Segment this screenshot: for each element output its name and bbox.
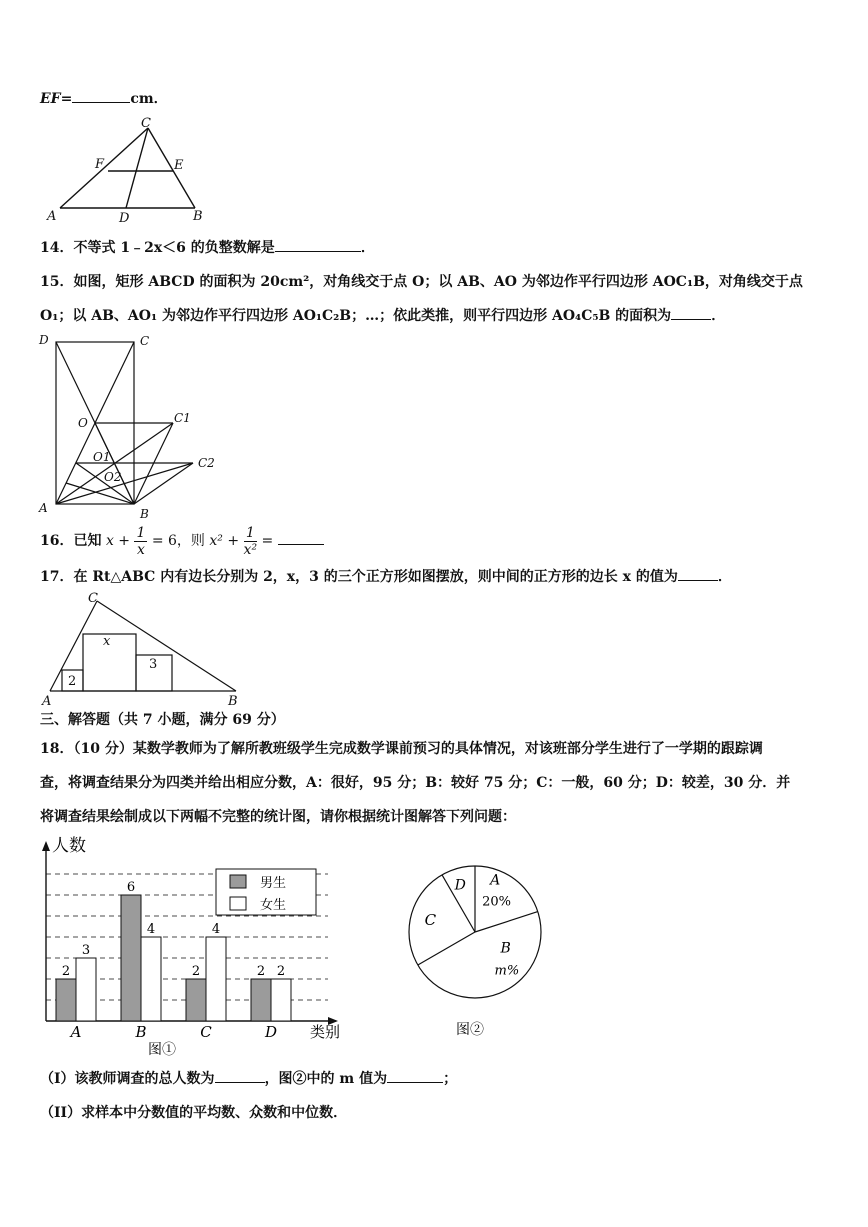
q14-line (40, 237, 375, 259)
fraction-1-over-x (134, 525, 147, 558)
q16-eq2: = (261, 533, 274, 549)
label-O2: O2 (104, 470, 122, 484)
bar-B-girls (141, 937, 161, 1021)
q13-lead: EF= (40, 91, 73, 107)
pie-label-C: C (424, 911, 437, 930)
bar-value-label: 3 (81, 943, 91, 958)
triangle-figure-q13 (40, 116, 210, 226)
q15-end: ． (711, 308, 726, 324)
section-3-heading: 三、解答题（共 7 小题，满分 69 分） (40, 712, 285, 728)
label-C15: C (140, 334, 150, 348)
bar-value-label: 4 (146, 922, 156, 937)
pie-caption: 图② (456, 1022, 484, 1038)
bar-B-boys (121, 895, 141, 1021)
label-D: D (119, 211, 130, 226)
legend-swatch (230, 897, 246, 910)
q18-part2: （II）求样本中分数值的平均数、众数和中位数． (40, 1105, 348, 1121)
label-B: B (193, 209, 203, 224)
bar-A-boys (56, 979, 76, 1021)
bar-value-label: 6 (126, 880, 136, 895)
bar-value-label: 2 (256, 964, 266, 979)
q18-part1 (40, 1068, 457, 1090)
q18-part1-a: （I）该教师调查的总人数为 (40, 1071, 215, 1087)
label-O1: O1 (93, 450, 111, 464)
label-E: E (174, 158, 184, 173)
label-2: 2 (68, 674, 77, 689)
q18-line3: 将调查结果绘制成以下两幅不完整的统计图，请你根据统计图解答下列问题： (40, 809, 516, 825)
fraction-1-over-x2 (244, 525, 258, 558)
label-C: C (141, 116, 151, 131)
label-A17: A (42, 694, 52, 709)
q15-line1: 15．如图，矩形 ABCD 的面积为 20cm²，对角线交于点 O；以 AB、AO 为邻边作平行四边形 AOC₁B，对角线交于点 (40, 274, 803, 290)
legend-label: 男生 (260, 876, 287, 891)
frac2-num: 1 (244, 525, 258, 542)
label-3: 3 (149, 657, 158, 672)
bar-value-label: 2 (191, 964, 201, 979)
q15-line2-text: O₁；以 AB、AO₁ 为邻边作平行四边形 AO₁C₂B；…；依此类推，则平行四边形 AO₄C₅B 的面积为 (40, 308, 672, 324)
pie-value-B: m% (494, 963, 520, 979)
x-axis-label: 类别 (310, 1023, 341, 1041)
category-label-C: C (200, 1023, 212, 1041)
q18-part1-c: ； (443, 1071, 458, 1087)
bar-chart-figure-1 (36, 835, 356, 1060)
q15-line2 (40, 305, 725, 327)
rectangle-figure-q15 (36, 330, 226, 522)
q16-prefix: 16．已知 (40, 533, 102, 549)
q14-answer-blank[interactable] (275, 237, 361, 252)
q14-end: ． (360, 240, 375, 256)
label-D15: D (39, 333, 49, 347)
frac1-den: x (136, 541, 145, 558)
category-label-D: D (264, 1023, 278, 1041)
q17-answer-blank[interactable] (678, 566, 718, 581)
bar-D-girls (271, 979, 291, 1021)
y-axis-arrow (42, 841, 50, 851)
triangle-squares-figure-q17 (36, 592, 246, 710)
q16-eq1: = 6，则 (151, 533, 205, 549)
bar-value-label: 4 (211, 922, 221, 937)
frac1-num: 1 (136, 524, 146, 541)
label-A15: A (39, 501, 48, 515)
q13-line (40, 88, 168, 110)
bar-C-girls (206, 937, 226, 1021)
q16-answer-blank[interactable] (278, 530, 324, 545)
q18-total-blank[interactable] (215, 1068, 265, 1083)
label-B17: B (228, 694, 238, 709)
bar-value-label: 2 (276, 964, 286, 979)
category-label-B: B (135, 1023, 147, 1041)
q18-line2: 查，将调查结果分为四类并给出相应分数，A：很好，95 分；B：较好 75 分；C：一般，60 分；D：较差，30 分．并 (40, 775, 791, 791)
q15-answer-blank[interactable] (671, 305, 711, 320)
q17-text: 17．在 Rt△ABC 内有边长分别为 2，x，3 的三个正方形如图摆放，则中间的正方形的边长 x 的值为 (40, 569, 678, 585)
pie-label-D: D (454, 877, 466, 894)
q16-expr1: x + (105, 533, 131, 549)
q18-line1: 18．（10 分）某数学教师为了解所教班级学生完成数学课前预习的具体情况，对该班部分学生进行了一学期的跟踪调 (40, 741, 763, 757)
label-O: O (78, 416, 88, 430)
bar-D-boys (251, 979, 271, 1021)
bar-C-boys (186, 979, 206, 1021)
label-C1: C1 (174, 411, 191, 425)
q16-expr2: x² + (209, 533, 240, 549)
legend-label: 女生 (260, 898, 287, 913)
q17-end: ． (717, 569, 732, 585)
frac2-den: x² (243, 541, 258, 558)
label-C17: C (88, 592, 98, 606)
pie-label-A: A (490, 872, 501, 889)
q14-text: 14．不等式 1﹣2x＜6 的负整数解是 (40, 240, 275, 256)
bar-value-label: 2 (61, 964, 71, 979)
chart-caption: 图① (148, 1042, 176, 1058)
q18-part1-b: ，图②中的 m 值为 (264, 1071, 388, 1087)
pie-label-B: B (500, 940, 511, 957)
q16-line (40, 524, 324, 558)
bar-A-girls (76, 958, 96, 1021)
label-x: x (103, 634, 111, 649)
y-axis-label: 人数 (52, 836, 86, 856)
q17-line (40, 566, 732, 588)
q18-m-blank[interactable] (387, 1068, 443, 1083)
label-B15: B (140, 507, 149, 521)
q13-answer-blank[interactable] (72, 88, 130, 103)
category-label-A: A (70, 1023, 82, 1041)
label-C2: C2 (198, 456, 215, 470)
pie-value-A: 20% (482, 894, 512, 910)
q13-unit: cm． (130, 91, 168, 107)
label-A: A (47, 209, 57, 224)
pie-chart-figure-2 (400, 845, 550, 1045)
label-F: F (95, 157, 105, 172)
legend-swatch (230, 875, 246, 888)
